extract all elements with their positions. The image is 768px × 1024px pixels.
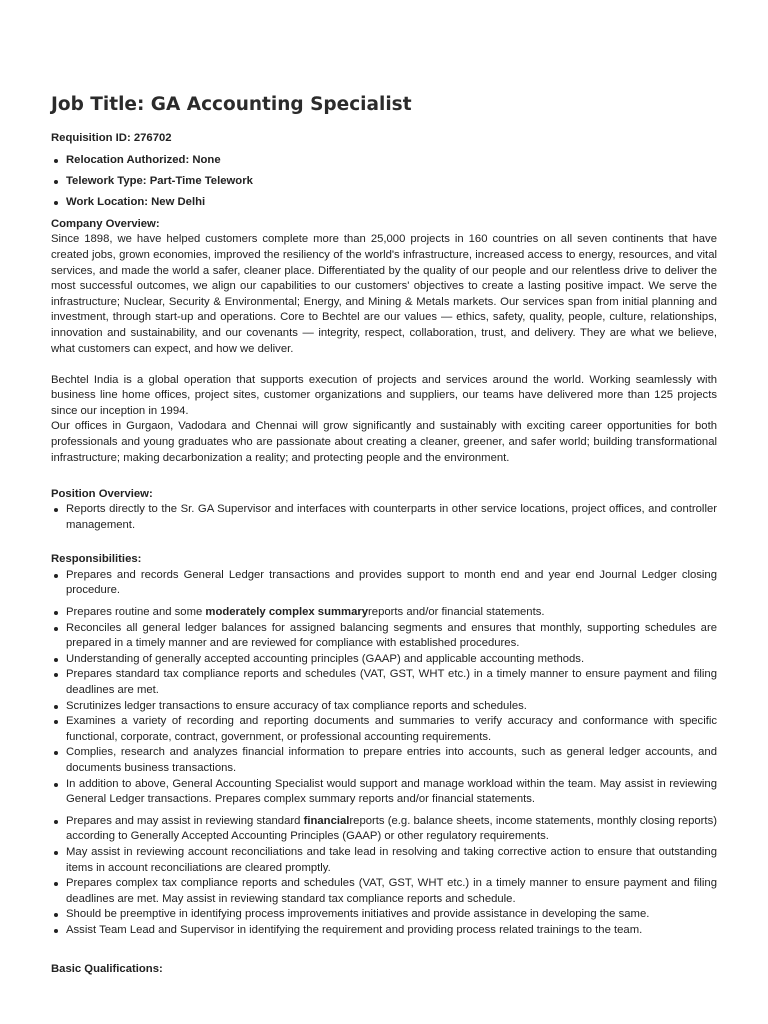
company-overview-paragraph-1: Since 1898, we have helped customers complete more than 25,000 projects in 160 countries on all seven continents that have created jobs, grown economies, improved the resiliency of the world's infrastructure, increased access to energy, resources, and vital services, and made the world a safer, cleaner place. Differentiated by the quality of our people and our relentless drive to deliver the most successful outcomes, we align our capabilities to our customers' objectives to create a lasting positive impact. We serve the infrastructure; Nuclear, Security & Environmental; Energy, and Mining & Metals markets. Our services span from initial planning and investment, through start-up and operations. Core to Bechtel are our values — ethics, safety, quality, people, culture, relationships, innovation and sustainability, and our covenants — integrity, respect, collaboration, trust, and delivery. They are what we believe, what customers can expect, and how we deliver. — [51, 233, 717, 355]
responsibility-item: Reconciles all general ledger balances for assigned balancing segments and ensures that monthly, supporting schedules are prepared in a timely manner and are reviewed for compliance with established procedures. — [66, 621, 717, 652]
responsibility-item: May assist in reviewing account reconciliations and take lead in resolving and taking corrective action to ensure that outstanding items in account reconciliations are cleared promptly. — [66, 845, 717, 876]
responsibility-text: Prepares routine and some — [66, 606, 206, 619]
responsibility-item: Prepares complex tax compliance reports and schedules (VAT, GST, WHT etc.) in a timely manner to ensure payment and filing deadlines are met. May assist in reviewing standard tax compliance reports and schedule. — [66, 876, 717, 907]
meta-relocation: Relocation Authorized: None — [66, 153, 717, 169]
basic-qualifications-heading: Basic Qualifications: — [51, 963, 163, 976]
responsibilities-heading: Responsibilities: — [51, 553, 142, 566]
responsibility-text: reports (e.g. balance sheets, income statements, monthly closing reports) according to Generally Accepted Accounting Principles (GAAP) or other regulatory requirements. — [66, 814, 717, 843]
responsibility-item: Understanding of generally accepted accounting principles (GAAP) and applicable accounting methods. — [66, 652, 717, 668]
company-overview-paragraph-2: Bechtel India is a global operation that supports execution of projects and services around the world. Working seamlessly with business line home offices, project sites, customer organizations and suppliers, our teams have delivered more than 125 projects since our inception in 1994. — [51, 373, 717, 417]
company-overview-heading: Company Overview: — [51, 217, 160, 230]
responsibility-item — [66, 605, 717, 621]
position-overview-list — [51, 502, 717, 533]
responsibility-item — [66, 814, 717, 845]
responsibility-item: Should be preemptive in identifying process improvements initiatives and provide assistance in developing the same. — [66, 907, 717, 923]
responsibility-item: Complies, research and analyzes financial information to prepare entries into accounts, such as general ledger accounts, and documents business transactions. — [66, 745, 717, 776]
responsibility-item: Prepares and records General Ledger transactions and provides support to month end and year end Journal Ledger closing procedure. — [66, 568, 717, 599]
page-title: Job Title: GA Accounting Specialist — [51, 94, 412, 115]
meta-telework: Telework Type: Part-Time Telework — [66, 174, 717, 190]
responsibility-item: Assist Team Lead and Supervisor in identifying the requirement and providing process related trainings to the team. — [66, 923, 717, 939]
responsibility-emphasis: moderately complex summary — [205, 606, 369, 619]
responsibility-emphasis: financial — [303, 814, 350, 827]
meta-location: Work Location: New Delhi — [66, 195, 717, 211]
responsibility-item: In addition to above, General Accounting Specialist would support and manage workload within the team. May assist in reviewing General Ledger transactions. Prepares complex summary reports and/or financial statements. — [66, 777, 717, 808]
responsibility-text: Prepares and may assist in reviewing standard — [66, 814, 304, 827]
responsibility-text: reports and/or financial statements. — [368, 606, 545, 619]
responsibility-item: Prepares standard tax compliance reports and schedules (VAT, GST, WHT etc.) in a timely manner to ensure payment and filing deadlines are met. — [66, 667, 717, 698]
job-meta-list — [51, 153, 717, 211]
position-item: Reports directly to the Sr. GA Supervisor and interfaces with counterparts in other service locations, project offices, and controller management. — [66, 502, 717, 533]
responsibilities-list — [51, 568, 717, 939]
position-overview-heading: Position Overview: — [51, 487, 153, 500]
responsibility-item: Scrutinizes ledger transactions to ensure accuracy of tax compliance reports and schedules. — [66, 699, 717, 715]
requisition-id: Requisition ID: 276702 — [51, 132, 172, 144]
company-overview-paragraph-3: Our offices in Gurgaon, Vadodara and Chennai will grow significantly and sustainably with exciting career opportunities for both professionals and young graduates who are passionate about creating a cleaner, greener, and safer world; building transformational infrastructure; making decarbonization a reality; and protecting people and the environment. — [51, 420, 717, 464]
responsibility-item: Examines a variety of recording and reporting documents and summaries to verify accuracy and conformance with specific functional, corporate, contract, government, or professional accounting requirements. — [66, 714, 717, 745]
